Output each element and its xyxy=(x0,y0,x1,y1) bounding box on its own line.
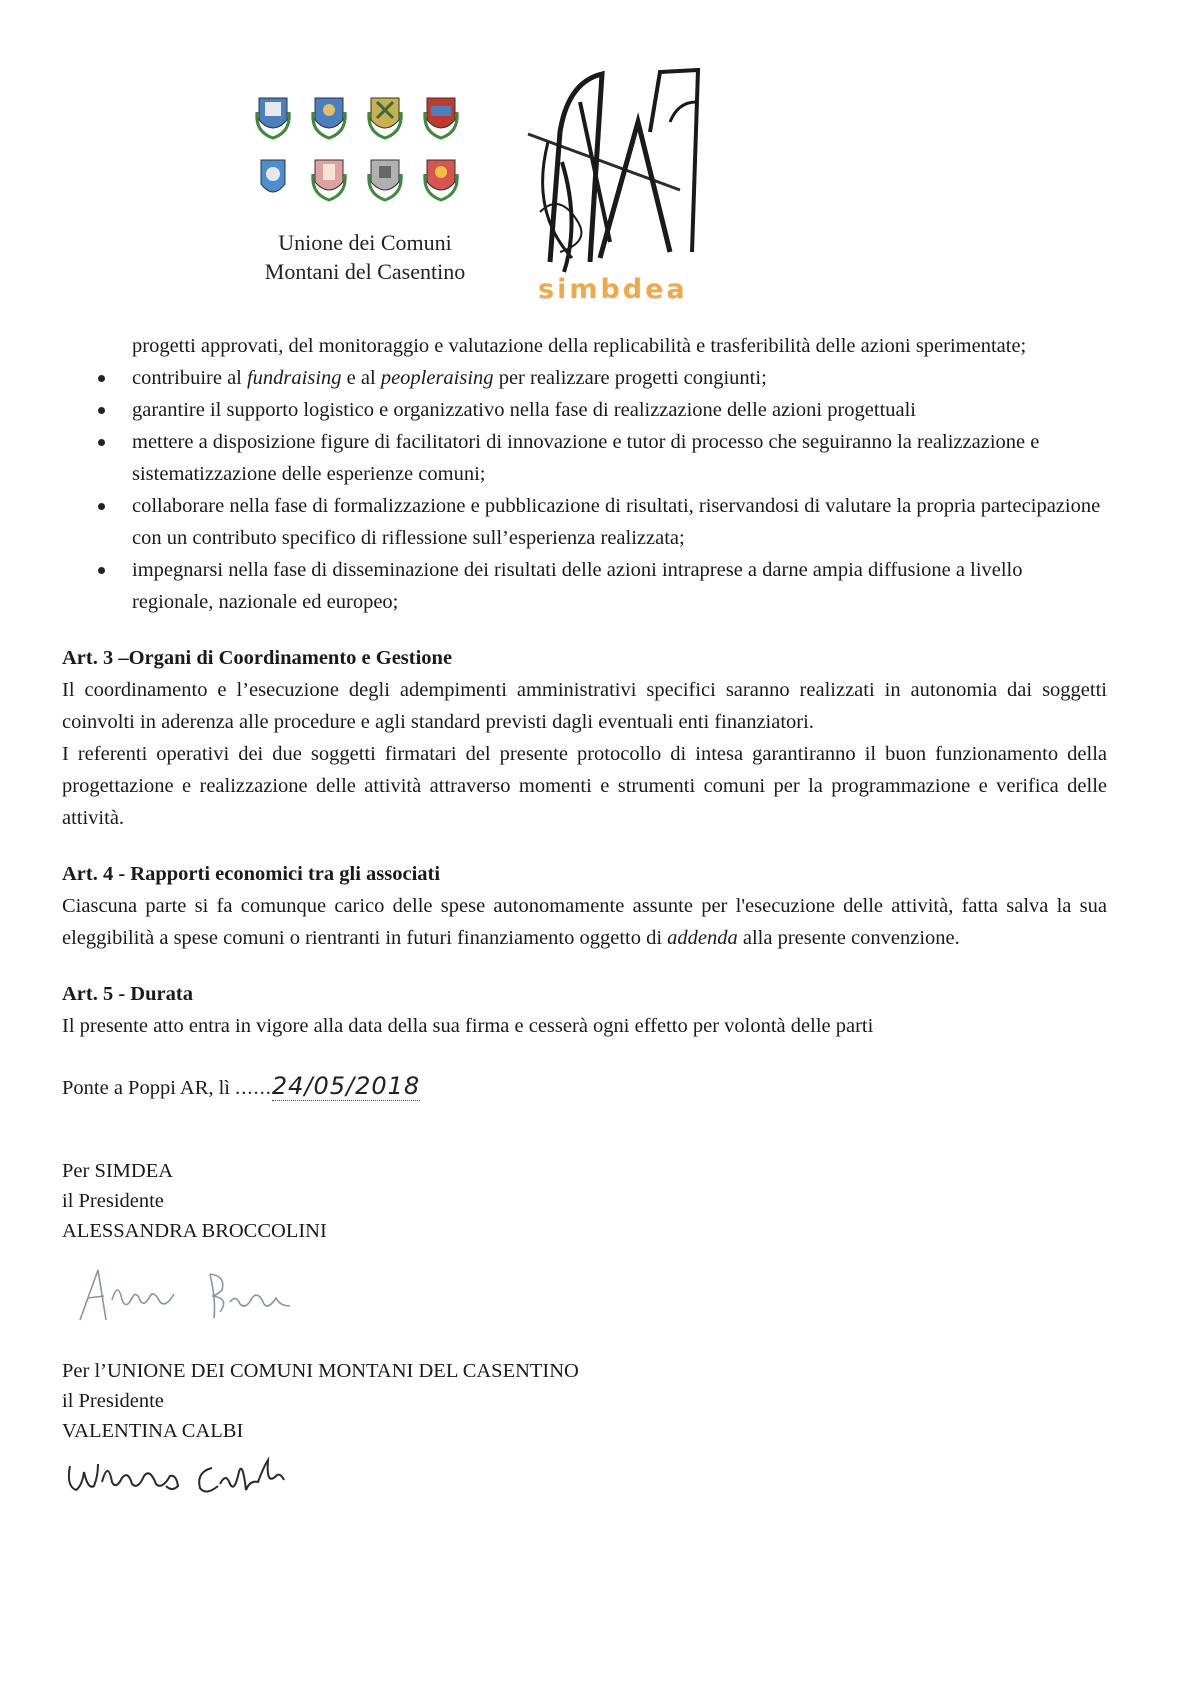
crest-1-icon xyxy=(255,92,291,140)
simbdea-wordmark: simbdea xyxy=(538,274,688,305)
item1-text-mid: e al xyxy=(341,367,381,389)
signature-calbi xyxy=(62,1446,1107,1520)
list-item-fundraising xyxy=(62,362,1107,394)
crest-5-icon xyxy=(255,154,291,202)
union-name-line1: Unione dei Comuni xyxy=(278,230,452,255)
item1-fundraising: fundraising xyxy=(246,367,342,389)
crest-4-icon xyxy=(423,92,459,140)
art4-paragraph xyxy=(62,890,1107,954)
item1-peopleraising: peopleraising xyxy=(380,367,494,389)
crest-3-icon xyxy=(367,92,403,140)
union-name xyxy=(240,228,490,286)
art3-paragraph-1: Il coordinamento e l’esecuzione degli adempimenti amministrativi specifici saranno realizzati in autonomia dai soggetti coinvolti in aderenza alle procedure e agli standard previsti dagli eventuali enti finanziatori. xyxy=(62,679,1107,733)
list-item-dissemination: impegnarsi nella fase di disseminazione dei risultati delle azioni intraprese a darne ampia diffusione a livello regionale, nazionale ed europeo; xyxy=(62,554,1107,618)
signatory1-line3: ALESSANDRA BROCCOLINI xyxy=(62,1220,327,1242)
signatory2-line3: VALENTINA CALBI xyxy=(62,1420,244,1442)
signatory-unione xyxy=(62,1356,1107,1446)
signatory1-line2: il Presidente xyxy=(62,1190,164,1212)
handwritten-signature-icon xyxy=(70,1260,310,1330)
document-body xyxy=(62,330,1107,1520)
handwritten-date: 24/05/2018 xyxy=(271,1072,421,1100)
art4-text-post: alla presente convenzione. xyxy=(737,927,960,949)
crest-8-icon xyxy=(423,154,459,202)
letterhead xyxy=(0,0,1190,310)
list-item-continuation: progetti approvati, del monitoraggio e valutazione della replicabilità e trasferibilità delle azioni sperimentate; xyxy=(132,335,1027,357)
art3-title: Art. 3 –Organi di Coordinamento e Gestione xyxy=(62,647,453,669)
art5-title: Art. 5 - Durata xyxy=(62,983,193,1005)
item1-text-pre: contribuire al xyxy=(132,367,247,389)
commitments-list xyxy=(62,330,1107,618)
art5-paragraph: Il presente atto entra in vigore alla data della sua firma e cesserà ogni effetto per volontà delle parti xyxy=(62,1015,874,1037)
handwritten-signature-icon xyxy=(62,1446,322,1516)
list-item-formalization: collaborare nella fase di formalizzazione e pubblicazione di risultati, riservandosi di valutare la propria partecipazione con un contributo specifico di riflessione sull’esperienza realizzata; xyxy=(62,490,1107,554)
simbdea-logo-icon xyxy=(520,62,730,287)
signatory2-line2: il Presidente xyxy=(62,1390,164,1412)
signatory1-line1: Per SIMDEA xyxy=(62,1160,174,1182)
art4-title: Art. 4 - Rapporti economici tra gli associati xyxy=(62,863,441,885)
signatory-simdea xyxy=(62,1156,1107,1246)
list-item-logistics: garantire il supporto logistico e organizzativo nella fase di realizzazione delle azioni progettuali xyxy=(62,394,1107,426)
item1-text-post: per realizzare progetti congiunti; xyxy=(493,367,767,389)
date-line-dots: ...... xyxy=(235,1077,272,1099)
art3-paragraph-2: I referenti operativi dei due soggetti firmatari del presente protocollo di intesa garantiranno il buon funzionamento della progettazione e realizzazione delle attività attraverso momenti e strumenti comuni per la programmazione e verifica delle attività. xyxy=(62,743,1107,829)
date-line xyxy=(62,1070,1107,1104)
union-name-line2: Montani del Casentino xyxy=(264,259,466,284)
crest-7-icon xyxy=(367,154,403,202)
art4-addenda: addenda xyxy=(667,927,738,949)
signature-broccolini xyxy=(62,1246,1107,1346)
art4-text-pre: Ciascuna parte si fa comunque carico delle spese autonomamente assunte per l'esecuzione delle attività, fatta salva la sua eleggibilità a spese comuni o rientranti in futuri finanziamento oggetto di xyxy=(62,895,1107,949)
date-line-prefix: Ponte a Poppi AR, lì xyxy=(62,1077,236,1099)
list-item-facilitators: mettere a disposizione figure di facilitatori di innovazione e tutor di processo che seguiranno la realizzazione e sistematizzazione delle esperienze comuni; xyxy=(62,426,1107,490)
crest-2-icon xyxy=(311,92,347,140)
crest-6-icon xyxy=(311,154,347,202)
signatory2-line1: Per l’UNIONE DEI COMUNI MONTANI DEL CASENTINO xyxy=(62,1360,579,1382)
municipal-crests xyxy=(255,92,475,232)
